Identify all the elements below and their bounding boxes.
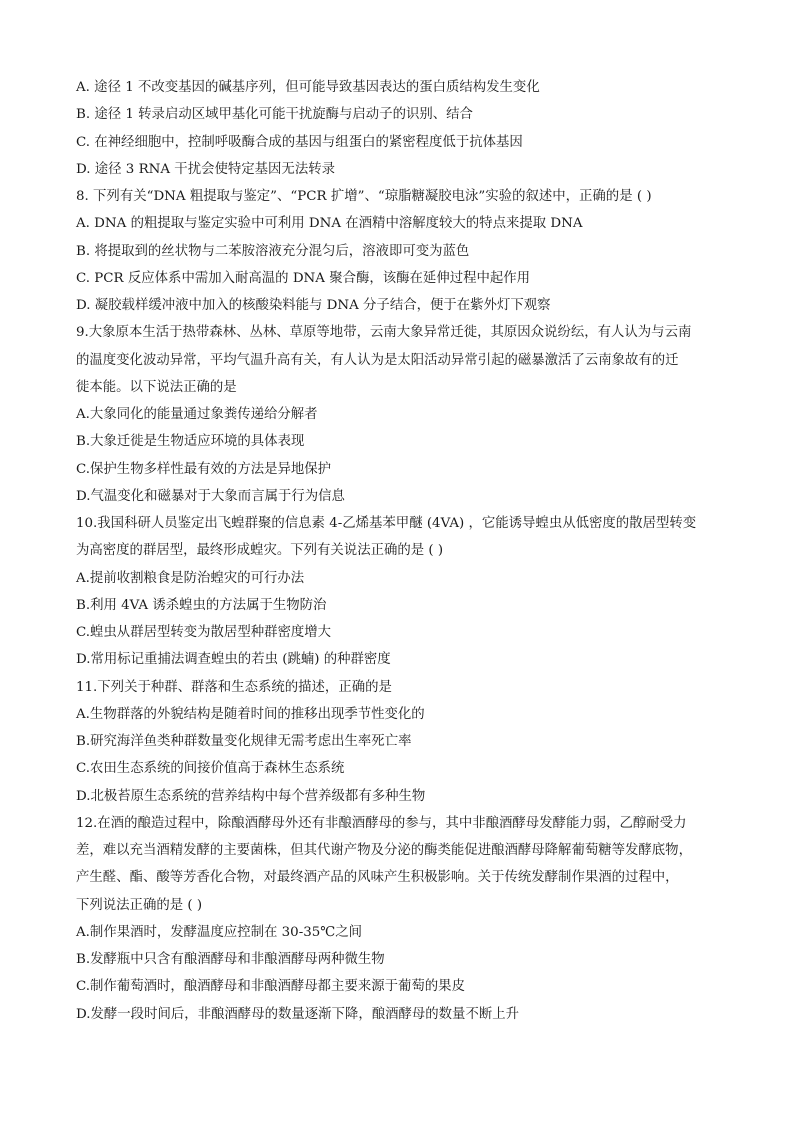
option-line: A.制作果酒时，发酵温度应控制在 30-35℃之间 <box>76 924 363 940</box>
option-line: C.蝗虫从群居型转变为散居型种群密度增大 <box>76 625 332 640</box>
option-line: D.发酵一段时间后，非酿酒酵母的数量逐渐下降，酿酒酵母的数量不断上升 <box>76 1006 520 1022</box>
question-10-stem: 10.我国科研人员鉴定出飞蝗群聚的信息素 4-乙烯基苯甲醚 (4VA) ，它能诱导蝗虫从低密度的散居型转变 <box>76 516 697 531</box>
option-line: D. 途径 3 RNA 干扰会使特定基因无法转录 <box>76 161 335 177</box>
option-line: A.大象同化的能量通过象粪传递给分解者 <box>76 407 318 422</box>
question-9-stem: 的温度变化波动异常，平均气温升高有关，有人认为是太阳活动异常引起的磁暴激活了云南象故有的迁 <box>76 352 679 368</box>
question-12-stem: 下列说法正确的是 ( ) <box>76 897 203 913</box>
option-line: D.北极苔原生态系统的营养结构中每个营养级都有多种生物 <box>76 788 426 804</box>
option-line: A. 途径 1 不改变基因的碱基序列，但可能导致基因表达的蛋白质结构发生变化 <box>76 80 540 95</box>
question-9-stem: 9.大象原本生活于热带森林、丛林、草原等地带，云南大象异常迁徙，其原因众说纷纭，有人认为与云南 <box>76 325 692 341</box>
option-line: D. 凝胶载样缓冲液中加入的核酸染料能与 DNA 分子结合，便于在紫外灯下观察 <box>76 298 551 313</box>
option-line: B.发酵瓶中只含有酿酒酵母和非酿酒酵母两种微生物 <box>76 952 385 967</box>
question-12-stem: 12.在酒的酿造过程中，除酿酒酵母外还有非酿酒酵母的参与，其中非酿酒酵母发酵能力弱，乙醇耐受力 <box>76 815 687 831</box>
question-12-stem: 差，难以充当酒精发酵的主要菌株，但其代谢产物及分泌的酶类能促进酿酒酵母降解葡萄糖等发酵底物， <box>76 843 692 858</box>
option-line: B.研究海洋鱼类种群数量变化规律无需考虑出生率死亡率 <box>76 734 412 749</box>
option-line: C. PCR 反应体系中需加入耐高温的 DNA 聚合酶，该酶在延伸过程中起作用 <box>76 270 531 286</box>
option-line: D.气温变化和磁暴对于大象而言属于行为信息 <box>76 488 345 504</box>
option-line: C.保护生物多样性最有效的方法是异地保护 <box>76 461 332 477</box>
option-line: B.大象迁徙是生物适应环境的具体表现 <box>76 434 305 450</box>
option-line: A.提前收割粮食是防治蝗灾的可行办法 <box>76 570 305 586</box>
question-10-stem: 为高密度的群居型，最终形成蝗灾。下列有关说法正确的是 ( ) <box>76 543 444 559</box>
option-line: C. 在神经细胞中，控制呼吸酶合成的基因与组蛋白的紧密程度低于抗体基因 <box>76 134 523 150</box>
question-8-stem: 8. 下列有关“DNA 粗提取与鉴定”、“PCR 扩增”、“琼脂糖凝胶电泳”实验的叙述中，正确的是 ( ) <box>76 189 652 204</box>
option-line: C.制作葡萄酒时，酿酒酵母和非酿酒酵母都主要来源于葡萄的果皮 <box>76 979 465 995</box>
exam-text <box>76 74 736 1028</box>
option-line: A. DNA 的粗提取与鉴定实验中可利用 DNA 在酒精中溶解度较大的特点来提取 DNA <box>76 216 583 232</box>
option-line: D.常用标记重捕法调查蝗虫的若虫 (跳蝻) 的种群密度 <box>76 652 391 668</box>
question-12-stem: 产生醛、酯、酸等芳香化合物，对最终酒产品的风味产生积极影响。关于传统发酵制作果酒的过程中， <box>76 870 679 886</box>
question-11-stem: 11.下列关于种群、群落和生态系统的描述，正确的是 <box>76 679 392 695</box>
option-line: B. 途径 1 转录启动区域甲基化可能干扰旋酶与启动子的识别、结合 <box>76 107 473 123</box>
option-line: B.利用 4VA 诱杀蝗虫的方法属于生物防治 <box>76 597 327 613</box>
option-line: B. 将提取到的丝状物与二苯胺溶液充分混匀后，溶液即可变为蓝色 <box>76 243 470 259</box>
option-line: C.农田生态系统的间接价值高于森林生态系统 <box>76 761 345 777</box>
option-line: A.生物群落的外貌结构是随着时间的推移出现季节性变化的 <box>76 706 425 722</box>
question-9-stem: 徙本能。以下说法正确的是 <box>76 379 237 395</box>
